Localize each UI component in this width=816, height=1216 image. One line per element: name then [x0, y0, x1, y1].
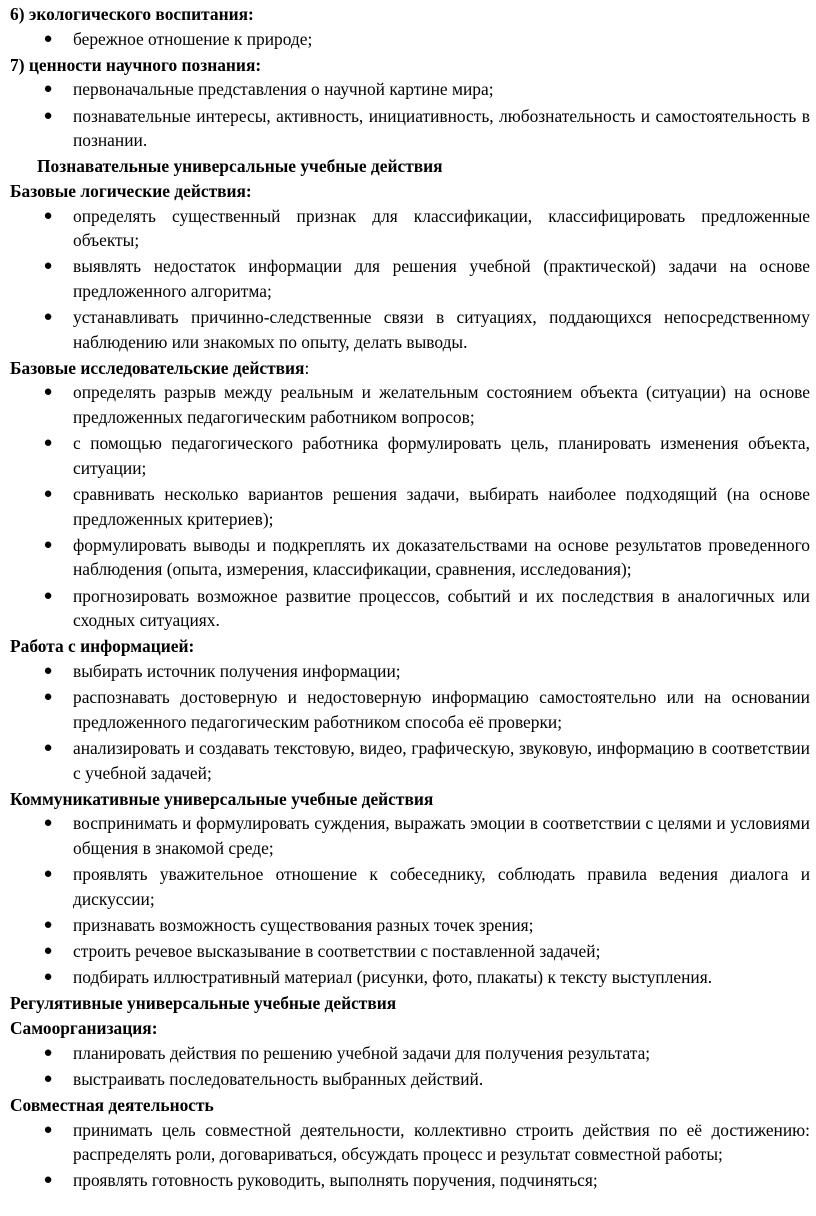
list-item — [0, 1118, 816, 1167]
bullet-icon: ● — [43, 689, 53, 706]
list-item — [0, 1041, 816, 1066]
heading-text: Базовые логические действия: — [10, 180, 252, 201]
list-item — [0, 104, 816, 153]
list-item — [0, 254, 816, 303]
list-item — [0, 431, 816, 480]
list-item-text: выстраивать последовательность выбранных действий. — [73, 1068, 484, 1089]
list-item-text: подбирать иллюстративный материал (рисунки, фото, плакаты) к тексту выступления. — [73, 967, 713, 988]
heading-text: Регулятивные универсальные учебные действия — [10, 993, 397, 1014]
list-item-text: выявлять недостаток информации для решения учебной (практической) задачи на основе предложенного алгоритма; — [73, 256, 810, 301]
heading-suffix: : — [304, 357, 310, 378]
bullet-list-logic — [0, 204, 816, 355]
bullet-icon: ● — [43, 107, 53, 124]
list-item-text: анализировать и создавать текстовую, видео, графическую, звуковую, информацию в соответствии с учебной задачей; — [73, 737, 810, 783]
list-item-text: устанавливать причинно-следственные связи в ситуациях, поддающихся непосредственному наблюдению или знакомых по опыту, делать выводы. — [73, 307, 810, 352]
list-item — [0, 736, 816, 785]
bullet-list-info — [0, 659, 816, 785]
list-item — [0, 811, 816, 860]
list-item-text: принимать цель совместной деятельности, коллективно строить действия по её достижению: распределять роли, договариваться, обсуждать процесс и результат совместной работы; — [73, 1119, 810, 1165]
section-heading-joint — [10, 1093, 816, 1118]
heading-text: 7) ценности научного познания: — [10, 54, 262, 75]
list-item — [0, 305, 816, 354]
list-item — [0, 965, 816, 990]
list-item-text: сравнивать несколько вариантов решения задачи, выбирать наиболее подходящий (на основе предложенных критериев); — [73, 484, 810, 529]
bullet-list-self — [0, 1041, 816, 1092]
list-item — [0, 27, 816, 52]
section-heading-s7 — [10, 53, 816, 78]
bullet-icon: ● — [43, 435, 53, 452]
bullet-icon: ● — [43, 1121, 53, 1138]
list-item-text: прогнозировать возможное развитие процессов, событий и их последствия в аналогичных или сходных ситуациях. — [73, 585, 810, 631]
heading-text: Познавательные универсальные учебные действия — [37, 156, 443, 177]
section-heading-reg — [10, 991, 816, 1016]
list-item-text: познавательные интересы, активность, инициативность, любознательность и самостоятельность в познании. — [73, 105, 810, 151]
bullet-icon: ● — [43, 969, 53, 986]
list-item-text: строить речевое высказывание в соответствии с поставленной задачей; — [73, 941, 601, 962]
list-item — [0, 77, 816, 102]
list-item-text: определять существенный признак для классификации, классифицировать предложенные объекты; — [73, 205, 810, 251]
heading-text: Базовые исследовательские действия — [10, 357, 305, 378]
bullet-icon: ● — [43, 258, 53, 275]
bullet-icon: ● — [43, 309, 53, 326]
list-item-text: распознавать достоверную и недостоверную информацию самостоятельно или на основании предложенного педагогическим работником способа её проверки; — [73, 687, 810, 732]
section-heading-logic — [10, 179, 816, 204]
bullet-list-s6 — [0, 27, 816, 52]
bullet-icon: ● — [43, 815, 53, 832]
section-heading-s6 — [10, 2, 816, 27]
list-item-text: признавать возможность существования разных точек зрения; — [73, 914, 534, 935]
bullet-icon: ● — [43, 30, 53, 47]
list-item — [0, 584, 816, 633]
bullet-icon: ● — [43, 916, 53, 933]
bullet-icon: ● — [43, 81, 53, 98]
list-item — [0, 204, 816, 253]
list-item — [0, 659, 816, 684]
bullet-list-joint — [0, 1118, 816, 1193]
list-item-text: воспринимать и формулировать суждения, выражать эмоции в соответствии с целями и условиями общения в знакомой среде; — [73, 813, 810, 858]
section-heading-cog — [37, 154, 816, 179]
bullet-icon: ● — [43, 207, 53, 224]
bullet-list-research — [0, 380, 816, 632]
list-item — [0, 862, 816, 911]
section-heading-info — [10, 634, 816, 659]
list-item-text: первоначальные представления о научной картине мира; — [73, 79, 494, 100]
list-item-text: бережное отношение к природе; — [73, 28, 313, 49]
heading-text: Самоорганизация: — [10, 1018, 158, 1039]
section-heading-self — [10, 1016, 816, 1041]
bullet-list-s7 — [0, 77, 816, 152]
section-heading-comm — [10, 787, 816, 812]
heading-text: 6) экологического воспитания: — [10, 4, 254, 24]
section-heading-research — [10, 356, 816, 381]
list-item-text: с помощью педагогического работника формулировать цель, планировать изменения объекта, ситуации; — [73, 433, 810, 478]
heading-text: Коммуникативные универсальные учебные действия — [10, 788, 434, 809]
bullet-icon: ● — [43, 1172, 53, 1189]
bullet-icon: ● — [43, 1070, 53, 1087]
bullet-list-comm — [0, 811, 816, 990]
bullet-icon: ● — [43, 536, 53, 553]
list-item — [0, 913, 816, 938]
list-item — [0, 482, 816, 531]
list-item — [0, 685, 816, 734]
bullet-icon: ● — [43, 739, 53, 756]
list-item — [0, 533, 816, 582]
bullet-icon: ● — [43, 866, 53, 883]
list-item — [0, 1067, 816, 1092]
list-item-text: проявлять уважительное отношение к собеседнику, соблюдать правила ведения диалога и дискуссии; — [73, 864, 810, 909]
list-item-text: определять разрыв между реальным и желательным состоянием объекта (ситуации) на основе предложенных педагогическим работником вопросов; — [73, 382, 810, 428]
bullet-icon: ● — [43, 486, 53, 503]
list-item — [0, 380, 816, 429]
list-item-text: выбирать источник получения информации; — [73, 660, 401, 681]
bullet-icon: ● — [43, 1044, 53, 1061]
bullet-icon: ● — [43, 662, 53, 679]
bullet-icon: ● — [43, 587, 53, 604]
bullet-icon: ● — [43, 943, 53, 960]
bullet-icon: ● — [43, 384, 53, 401]
list-item — [0, 1168, 816, 1193]
list-item-text: формулировать выводы и подкреплять их доказательствами на основе результатов проведенного наблюдения (опыта, измерения, классификации, сравнения, исследования); — [73, 534, 810, 580]
list-item-text: планировать действия по решению учебной задачи для получения результата; — [73, 1042, 651, 1063]
heading-text: Совместная деятельность — [10, 1095, 214, 1115]
heading-text: Работа с информацией: — [10, 636, 195, 657]
list-item — [0, 939, 816, 964]
list-item-text: проявлять готовность руководить, выполнять поручения, подчиняться; — [73, 1170, 598, 1191]
